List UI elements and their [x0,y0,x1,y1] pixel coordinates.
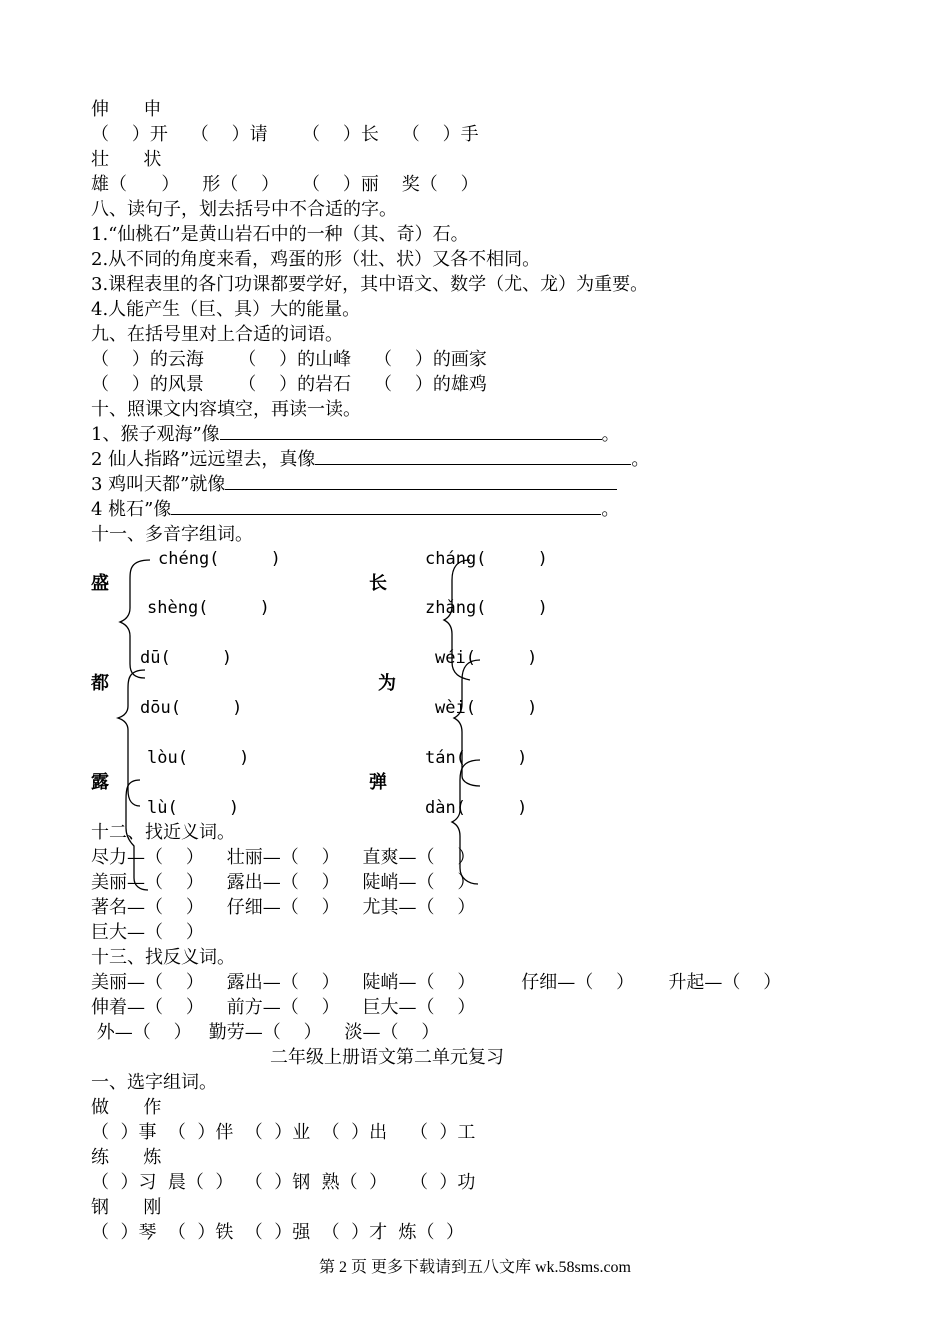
fill-blank-line [91,447,649,472]
fill-blank-line [91,422,620,447]
fill-line: （ ）习 晨（ ） （ ）钢 熟（ ） （ ）功 [91,1172,476,1193]
prompt-text: 2 仙人指路”远远望去，真像 [91,449,316,470]
section-heading: 十三、找反义词。 [91,947,235,968]
sentence-line: 1.“仙桃石”是黄山岩石中的一种（其、奇）石。 [91,224,469,245]
prompt-text: 3 鸡叫天都”就像 [91,474,226,495]
pinyin-item: wéi( ) [435,648,538,668]
char-pair-line: 壮 状 [91,149,162,170]
pinyin-item: lù( ) [147,798,240,818]
pinyin-item: dōu( ) [140,698,243,718]
synonym-line: 美丽—（ ） 露出—（ ） 陡峭—（ ） [91,872,476,893]
sentence-line: 2.从不同的角度来看，鸡蛋的形（壮、状）又各不相同。 [91,249,541,270]
pinyin-item: wèi( ) [435,698,538,718]
section-heading: 一、选字组词。 [91,1072,217,1093]
char-pair-line: 伸 申 [91,99,162,120]
antonym-line: 美丽—（ ） 露出—（ ） 陡峭—（ ） 仔细—（ ） 升起—（ ） [91,972,782,993]
answer-blank [220,422,602,440]
prompt-text: 1、猴子观海”像 [91,424,220,445]
polyphone-char: 都 [91,673,109,694]
period: 。 [631,449,650,470]
fill-line: （ ）琴 （ ）铁 （ ）强 （ ）才 炼（ ） [91,1222,464,1243]
fill-line: （ ）事 （ ）伴 （ ）业 （ ）出 （ ）工 [91,1122,476,1143]
pinyin-item: cháng( ) [425,549,548,569]
section-heading: 九、在括号里对上合适的词语。 [91,324,343,345]
unit-title: 二年级上册语文第二单元复习 [270,1047,504,1068]
fill-line: （ ）开 （ ）请 （ ）长 （ ）手 [91,124,479,145]
synonym-line: 著名—（ ） 仔细—（ ） 尤其—（ ） [91,897,476,918]
pinyin-item: zhǎng( ) [425,598,548,618]
pinyin-item: dàn( ) [425,798,528,818]
synonym-line: 巨大—（ ） [91,922,204,943]
sentence-line: 4.人能产生（巨、具）大的能量。 [91,299,361,320]
fill-line: （ ）的云海 （ ）的山峰 （ ）的画家 [91,349,487,370]
polyphone-char: 盛 [91,573,109,594]
char-pair-line: 练 炼 [91,1147,162,1168]
answer-blank [225,472,617,490]
pinyin-item: dū( ) [140,648,233,668]
char-pair-line: 钢 刚 [91,1197,162,1218]
polyphone-char: 长 [369,573,387,594]
synonym-line: 尽力—（ ） 壮丽—（ ） 直爽—（ ） [91,847,476,868]
sentence-line: 3.课程表里的各门功课都要学好，其中语文、数学（尤、龙）为重要。 [91,274,649,295]
polyphone-char: 为 [378,673,396,694]
fill-blank-line [91,497,619,522]
pinyin-item: chéng( ) [158,549,281,569]
section-heading: 十一、多音字组词。 [91,524,253,545]
answer-blank [315,447,631,465]
section-heading: 十、照课文内容填空，再读一读。 [91,399,361,420]
pinyin-item: shèng( ) [147,598,270,618]
period: 。 [601,424,620,445]
antonym-line: 外—（ ） 勤劳—（ ） 淡—（ ） [91,1022,440,1043]
polyphone-char: 弹 [369,772,387,793]
antonym-line: 伸着—（ ） 前方—（ ） 巨大—（ ） [91,997,476,1018]
fill-line: （ ）的风景 （ ）的岩石 （ ）的雄鸡 [91,374,487,395]
section-heading: 八、读句子，划去括号中不合适的字。 [91,199,397,220]
left-brace-2 [118,670,145,806]
char-pair-line: 做 作 [91,1097,162,1118]
pinyin-item: tán( ) [425,748,528,768]
fill-blank-line [91,472,617,497]
fill-line: 雄（ ） 形（ ） （ ）丽 奖（ ） [91,174,479,195]
section-heading: 十二、找近义词。 [91,822,235,843]
period: 。 [601,499,620,520]
pinyin-item: lòu( ) [147,748,250,768]
page-footer: 第 2 页 更多下载请到五八文库 wk.58sms.com [318,1259,631,1276]
answer-blank [171,497,601,515]
prompt-text: 4 桃石”像 [91,499,172,520]
polyphone-char: 露 [91,772,109,793]
